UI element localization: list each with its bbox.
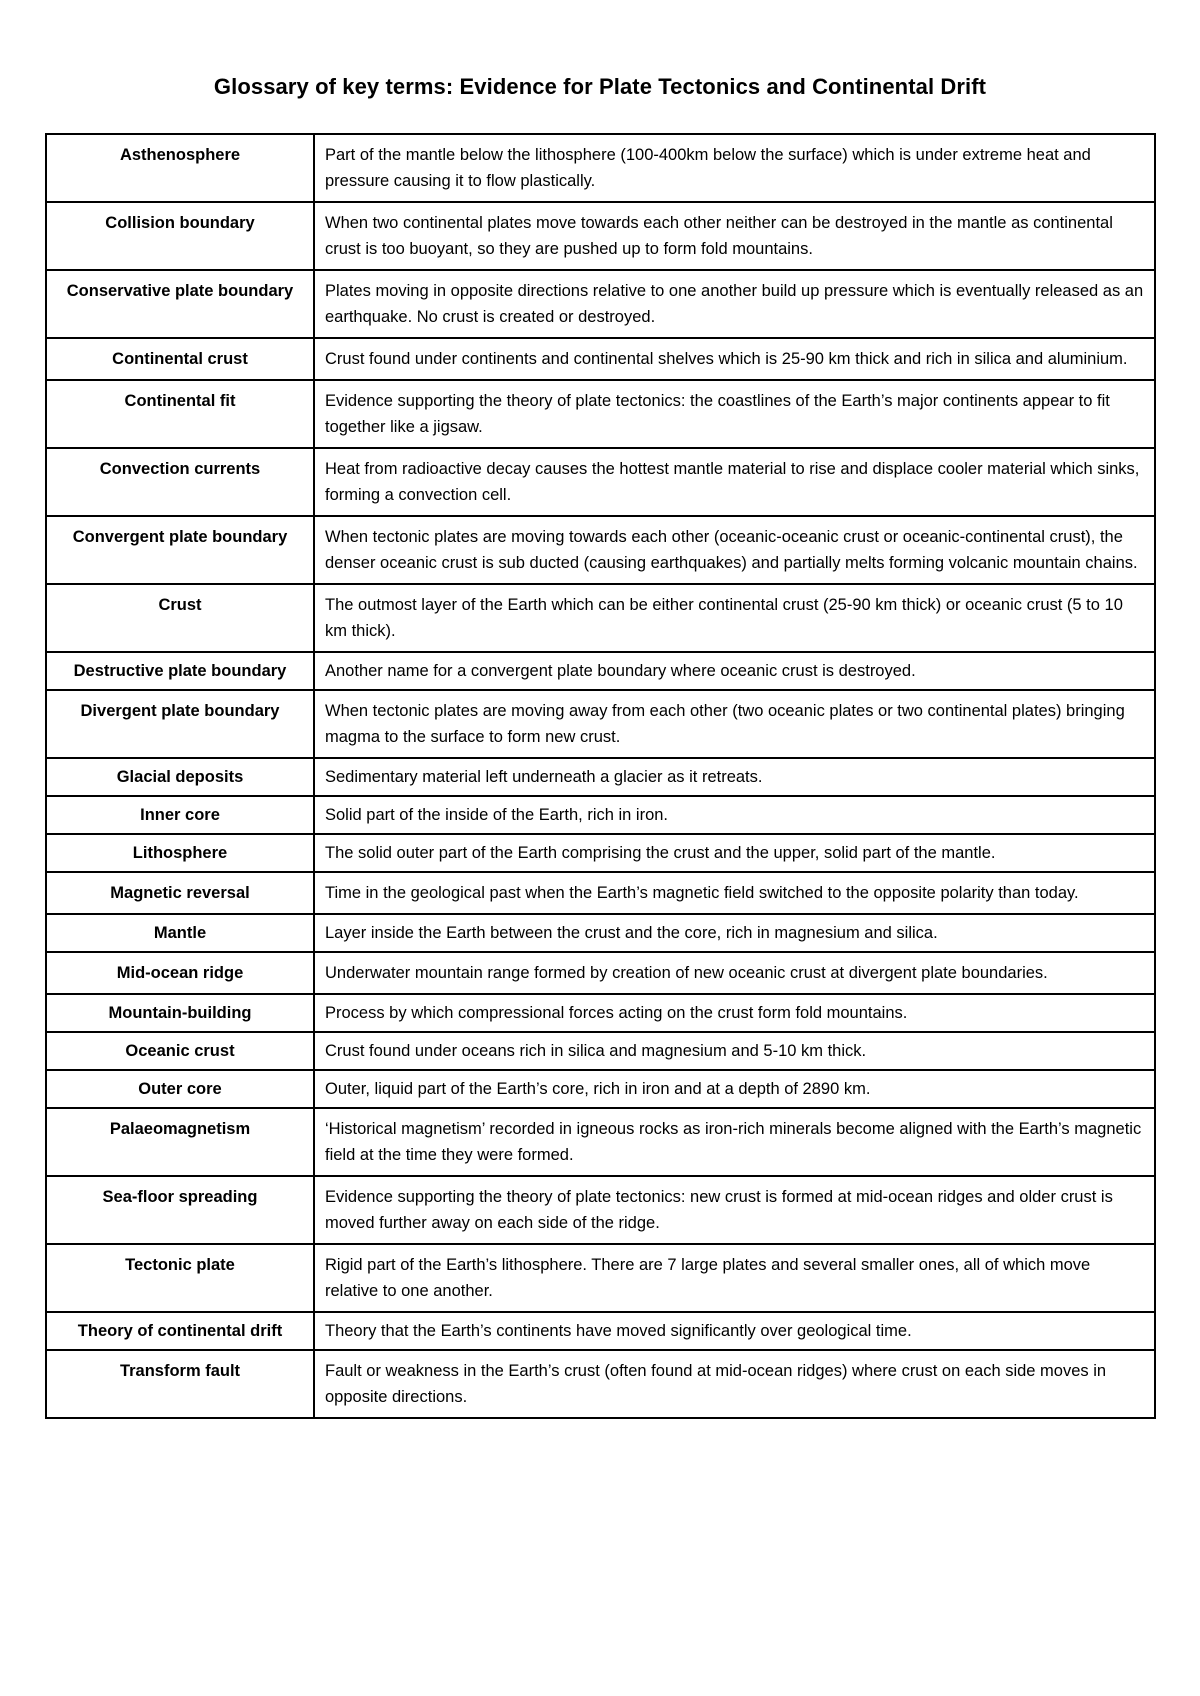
- definition-cell: When tectonic plates are moving away from each other (two oceanic plates or two continental plates) bringing magma to the surface to form new crust.: [314, 690, 1155, 758]
- term-cell: Convergent plate boundary: [46, 516, 314, 584]
- table-row: [46, 584, 1155, 652]
- term-cell: Convection currents: [46, 448, 314, 516]
- table-row: [46, 134, 1155, 202]
- table-row: [46, 1312, 1155, 1350]
- table-row: [46, 994, 1155, 1032]
- definition-cell: Plates moving in opposite directions relative to one another build up pressure which is eventually released as an earthquake. No crust is created or destroyed.: [314, 270, 1155, 338]
- term-cell: Outer core: [46, 1070, 314, 1108]
- definition-cell: Fault or weakness in the Earth’s crust (often found at mid-ocean ridges) where crust on each side moves in opposite directions.: [314, 1350, 1155, 1418]
- definition-cell: The solid outer part of the Earth comprising the crust and the upper, solid part of the mantle.: [314, 834, 1155, 872]
- term-cell: Sea-floor spreading: [46, 1176, 314, 1244]
- page-title: Glossary of key terms: Evidence for Plate Tectonics and Continental Drift: [213, 74, 987, 99]
- table-row: [46, 448, 1155, 516]
- definition-cell: Evidence supporting the theory of plate tectonics: the coastlines of the Earth’s major continents appear to fit together like a jigsaw.: [314, 380, 1155, 448]
- term-cell: Continental fit: [46, 380, 314, 448]
- table-row: [46, 516, 1155, 584]
- definition-cell: Time in the geological past when the Earth’s magnetic field switched to the opposite polarity than today.: [314, 872, 1155, 914]
- term-cell: Glacial deposits: [46, 758, 314, 796]
- term-cell: Transform fault: [46, 1350, 314, 1418]
- term-cell: Asthenosphere: [46, 134, 314, 202]
- table-row: [46, 202, 1155, 270]
- table-row: [46, 1176, 1155, 1244]
- definition-cell: Another name for a convergent plate boundary where oceanic crust is destroyed.: [314, 652, 1155, 690]
- table-row: [46, 1108, 1155, 1176]
- definition-cell: When tectonic plates are moving towards each other (oceanic-oceanic crust or oceanic-continental crust), the denser oceanic crust is sub ducted (causing earthquakes) and partially melts forming volcanic mountain chains.: [314, 516, 1155, 584]
- definition-cell: When two continental plates move towards each other neither can be destroyed in the mantle as continental crust is too buoyant, so they are pushed up to form fold mountains.: [314, 202, 1155, 270]
- definition-cell: Heat from radioactive decay causes the hottest mantle material to rise and displace cooler material which sinks, forming a convection cell.: [314, 448, 1155, 516]
- table-row: [46, 758, 1155, 796]
- term-cell: Magnetic reversal: [46, 872, 314, 914]
- definition-cell: Outer, liquid part of the Earth’s core, rich in iron and at a depth of 2890 km.: [314, 1070, 1155, 1108]
- definition-cell: ‘Historical magnetism’ recorded in igneous rocks as iron-rich minerals become aligned with the Earth’s magnetic field at the time they were formed.: [314, 1108, 1155, 1176]
- term-cell: Collision boundary: [46, 202, 314, 270]
- definition-cell: Part of the mantle below the lithosphere (100-400km below the surface) which is under extreme heat and pressure causing it to flow plastically.: [314, 134, 1155, 202]
- table-row: [46, 270, 1155, 338]
- definition-cell: Theory that the Earth’s continents have moved significantly over geological time.: [314, 1312, 1155, 1350]
- table-row: [46, 690, 1155, 758]
- table-row: [46, 380, 1155, 448]
- definition-cell: Rigid part of the Earth’s lithosphere. There are 7 large plates and several smaller ones, all of which move relative to one another.: [314, 1244, 1155, 1312]
- term-cell: Continental crust: [46, 338, 314, 380]
- term-cell: Mantle: [46, 914, 314, 952]
- table-row: [46, 952, 1155, 994]
- table-row: [46, 652, 1155, 690]
- glossary-table: [45, 133, 1156, 1419]
- definition-cell: Sedimentary material left underneath a glacier as it retreats.: [314, 758, 1155, 796]
- table-row: [46, 834, 1155, 872]
- glossary-table-body: [46, 134, 1155, 1418]
- term-cell: Palaeomagnetism: [46, 1108, 314, 1176]
- term-cell: Conservative plate boundary: [46, 270, 314, 338]
- table-row: [46, 1244, 1155, 1312]
- table-row: [46, 338, 1155, 380]
- table-row: [46, 1070, 1155, 1108]
- definition-cell: Solid part of the inside of the Earth, rich in iron.: [314, 796, 1155, 834]
- term-cell: Mid-ocean ridge: [46, 952, 314, 994]
- table-row: [46, 1350, 1155, 1418]
- term-cell: Lithosphere: [46, 834, 314, 872]
- definition-cell: Layer inside the Earth between the crust and the core, rich in magnesium and silica.: [314, 914, 1155, 952]
- table-row: [46, 796, 1155, 834]
- term-cell: Tectonic plate: [46, 1244, 314, 1312]
- definition-cell: Crust found under oceans rich in silica and magnesium and 5-10 km thick.: [314, 1032, 1155, 1070]
- term-cell: Divergent plate boundary: [46, 690, 314, 758]
- term-cell: Destructive plate boundary: [46, 652, 314, 690]
- definition-cell: Underwater mountain range formed by creation of new oceanic crust at divergent plate boundaries.: [314, 952, 1155, 994]
- term-cell: Mountain-building: [46, 994, 314, 1032]
- definition-cell: The outmost layer of the Earth which can be either continental crust (25-90 km thick) or oceanic crust (5 to 10 km thick).: [314, 584, 1155, 652]
- term-cell: Theory of continental drift: [46, 1312, 314, 1350]
- table-row: [46, 872, 1155, 914]
- table-row: [46, 914, 1155, 952]
- term-cell: Crust: [46, 584, 314, 652]
- definition-cell: Process by which compressional forces acting on the crust form fold mountains.: [314, 994, 1155, 1032]
- term-cell: Inner core: [46, 796, 314, 834]
- definition-cell: Crust found under continents and continental shelves which is 25-90 km thick and rich in silica and aluminium.: [314, 338, 1155, 380]
- table-row: [46, 1032, 1155, 1070]
- term-cell: Oceanic crust: [46, 1032, 314, 1070]
- definition-cell: Evidence supporting the theory of plate tectonics: new crust is formed at mid-ocean ridges and older crust is moved further away on each side of the ridge.: [314, 1176, 1155, 1244]
